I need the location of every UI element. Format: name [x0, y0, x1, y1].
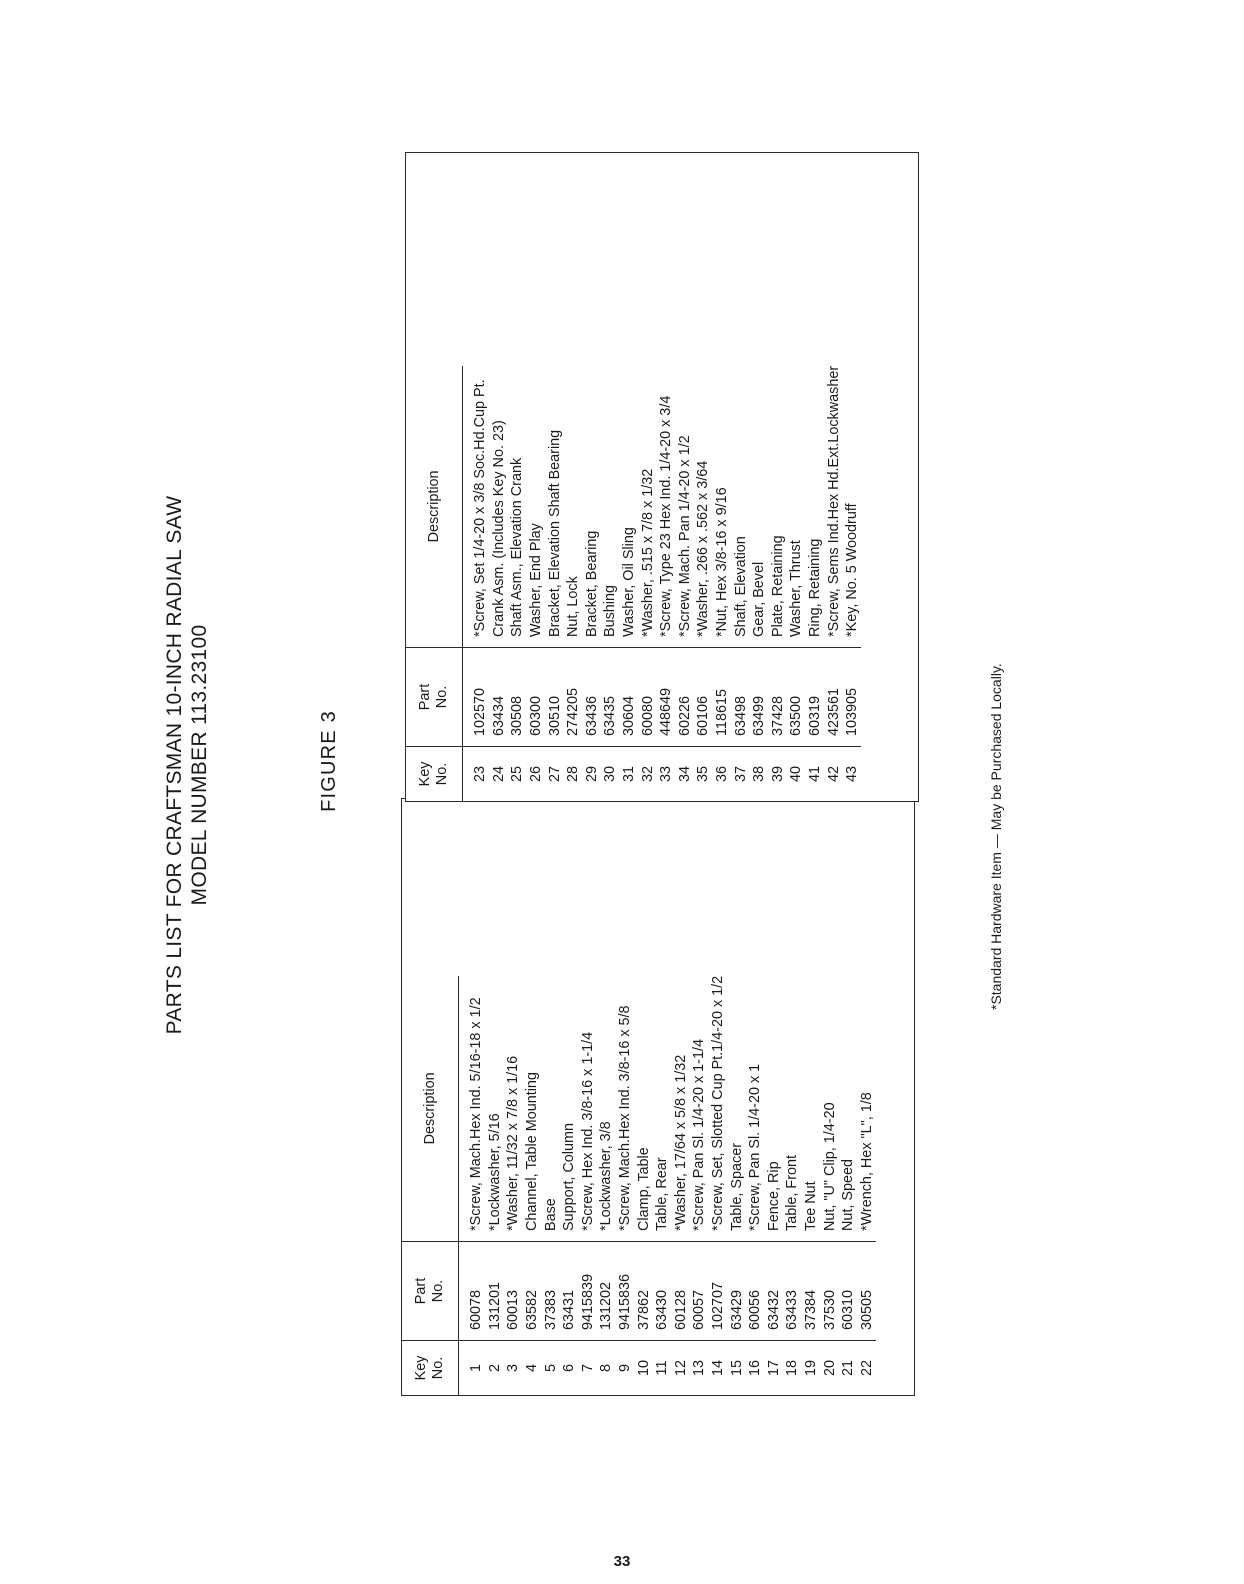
title-line-1: PARTS LIST FOR CRAFTSMAN 10-INCH RADIAL SAW — [163, 495, 186, 1035]
part-no-cell: 63500 — [787, 648, 806, 747]
table-row — [523, 976, 542, 1395]
table-row — [459, 976, 486, 1395]
key-no-cell: 26 — [527, 747, 546, 802]
part-no-cell: 131202 — [597, 1242, 616, 1341]
table-row — [769, 366, 788, 801]
description-cell: *Screw, Sems Ind.Hex Hd.Ext.Lockwasher — [825, 365, 842, 637]
key-no-header: Key No. — [402, 1341, 459, 1396]
part-no-cell: 103905 — [843, 648, 862, 747]
table-row — [843, 366, 862, 801]
part-no-cell: 102570 — [463, 648, 490, 747]
description-cell: Plate, Retaining — [769, 535, 786, 637]
part-no-cell: 60106 — [694, 648, 713, 747]
description-cell: *Washer, 11/32 x 7/8 x 1/16 — [505, 1055, 522, 1231]
table-row — [504, 976, 523, 1395]
table-row — [824, 366, 843, 801]
part-no-cell: 30508 — [508, 648, 527, 747]
key-no-cell: 1 — [459, 1341, 486, 1396]
table-header-row — [402, 976, 459, 1395]
description-cell: *Screw, Type 23 Hex Ind. 1/4-20 x 3/4 — [658, 395, 675, 637]
description-cell: Washer, Oil Sling — [621, 527, 638, 637]
key-no-cell: 7 — [579, 1341, 598, 1396]
description-cell: Base — [542, 1198, 559, 1231]
part-no-cell: 30510 — [545, 648, 564, 747]
part-no-cell: 63435 — [601, 648, 620, 747]
part-no-cell: 63434 — [490, 648, 509, 747]
part-no-cell: 63436 — [583, 648, 602, 747]
table-row — [508, 366, 527, 801]
table-row — [634, 976, 653, 1395]
part-no-cell: 60056 — [746, 1242, 765, 1341]
table-row — [601, 366, 620, 801]
table-row — [694, 366, 713, 801]
key-no-cell: 30 — [601, 747, 620, 802]
key-no-cell: 25 — [508, 747, 527, 802]
key-no-cell: 42 — [824, 747, 843, 802]
parts-table-left — [401, 798, 915, 1396]
part-no-cell: 60057 — [690, 1242, 709, 1341]
part-no-cell: 60013 — [504, 1242, 523, 1341]
part-no-cell: 118615 — [713, 648, 732, 747]
part-no-cell: 37862 — [634, 1242, 653, 1341]
description-cell: *Wrench, Hex "L", 1/8 — [858, 1092, 875, 1231]
description-cell: *Screw, Pan Sl. 1/4-20 x 1 — [747, 1063, 764, 1231]
description-cell: Table, Spacer — [728, 1143, 745, 1231]
part-no-cell: 63432 — [765, 1242, 784, 1341]
part-no-cell: 37384 — [802, 1242, 821, 1341]
table-row — [750, 366, 769, 801]
table-row — [746, 976, 765, 1395]
table-row — [802, 976, 821, 1395]
description-cell: Nut, "U" Clip, 1/4-20 — [821, 1102, 838, 1231]
description-cell: Clamp, Table — [635, 1147, 652, 1231]
table-row — [713, 366, 732, 801]
table-row — [486, 976, 505, 1395]
key-no-cell: 16 — [746, 1341, 765, 1396]
description-cell: Shaft Asm., Elevation Crank — [509, 457, 526, 637]
key-no-cell: 12 — [672, 1341, 691, 1396]
description-header: Description — [406, 366, 463, 648]
table-header-row — [406, 366, 463, 801]
table-row — [560, 976, 579, 1395]
table-row — [676, 366, 695, 801]
description-cell: Crank Asm. (Includes Key No. 23) — [490, 420, 507, 637]
table-row — [709, 976, 728, 1395]
table-row — [463, 366, 490, 801]
table-row — [579, 976, 598, 1395]
key-no-cell: 36 — [713, 747, 732, 802]
key-no-cell: 19 — [802, 1341, 821, 1396]
part-no-header: Part No. — [402, 1242, 459, 1341]
description-cell: *Screw, Set 1/4-20 x 3/8 Soc.Hd.Cup Pt. — [472, 379, 489, 637]
key-no-cell: 15 — [727, 1341, 746, 1396]
key-no-cell: 9 — [616, 1341, 635, 1396]
title-line-2: MODEL NUMBER 113.23100 — [188, 624, 211, 906]
table-row — [564, 366, 583, 801]
part-no-cell: 274205 — [564, 648, 583, 747]
key-no-cell: 4 — [523, 1341, 542, 1396]
key-no-cell: 11 — [653, 1341, 672, 1396]
table-row — [820, 976, 839, 1395]
table-row — [857, 976, 876, 1395]
key-no-cell: 8 — [597, 1341, 616, 1396]
footnote: *Standard Hardware Item — May be Purchased Locally. — [988, 663, 1004, 1010]
description-cell: *Screw, Mach. Pan 1/4-20 x 1/2 — [676, 435, 693, 637]
key-no-cell: 27 — [545, 747, 564, 802]
table-row — [653, 976, 672, 1395]
part-no-cell: 9415836 — [616, 1242, 635, 1341]
table-row — [541, 976, 560, 1395]
description-header: Description — [402, 976, 459, 1242]
key-no-cell: 6 — [560, 1341, 579, 1396]
table-row — [806, 366, 825, 801]
part-no-cell: 30505 — [857, 1242, 876, 1341]
part-no-cell: 60128 — [672, 1242, 691, 1341]
part-no-cell: 423561 — [824, 648, 843, 747]
part-no-cell: 63498 — [731, 648, 750, 747]
key-no-cell: 43 — [843, 747, 862, 802]
key-no-cell: 18 — [783, 1341, 802, 1396]
part-no-cell: 63582 — [523, 1242, 542, 1341]
part-no-cell: 131201 — [486, 1242, 505, 1341]
description-cell: Bracket, Elevation Shaft Bearing — [546, 429, 563, 637]
key-no-cell: 37 — [731, 747, 750, 802]
part-no-cell: 60080 — [638, 648, 657, 747]
table-row — [690, 976, 709, 1395]
description-cell: *Washer, .266 x .562 x 3/64 — [695, 460, 712, 637]
table-row — [620, 366, 639, 801]
key-no-cell: 17 — [765, 1341, 784, 1396]
description-cell: Nut, Speed — [840, 1158, 857, 1231]
part-no-cell: 60310 — [839, 1242, 858, 1341]
part-no-cell: 37428 — [769, 648, 788, 747]
key-no-cell: 3 — [504, 1341, 523, 1396]
part-no-cell: 37530 — [820, 1242, 839, 1341]
key-no-cell: 34 — [676, 747, 695, 802]
description-cell: *Screw, Pan Sl. 1/4-20 x 1-1/4 — [691, 1039, 708, 1231]
description-cell: Washer, Thrust — [788, 540, 805, 637]
key-no-cell: 31 — [620, 747, 639, 802]
description-cell: Bushing — [602, 584, 619, 637]
key-no-cell: 2 — [486, 1341, 505, 1396]
description-cell: Fence, Rip — [765, 1161, 782, 1231]
part-no-header: Part No. — [406, 648, 463, 747]
table-row — [638, 366, 657, 801]
table-row — [787, 366, 806, 801]
description-cell: *Lockwasher, 3/8 — [598, 1121, 615, 1231]
description-cell: Tee Nut — [802, 1181, 819, 1231]
part-no-cell: 63499 — [750, 648, 769, 747]
key-no-cell: 32 — [638, 747, 657, 802]
key-no-cell: 22 — [857, 1341, 876, 1396]
key-no-header: Key No. — [406, 747, 463, 802]
description-cell: Gear, Bevel — [751, 561, 768, 637]
description-cell: Shaft, Elevation — [732, 536, 749, 637]
key-no-cell: 13 — [690, 1341, 709, 1396]
part-no-cell: 60078 — [459, 1242, 486, 1341]
part-no-cell: 63429 — [727, 1242, 746, 1341]
part-no-cell: 448649 — [657, 648, 676, 747]
table-row — [583, 366, 602, 801]
figure-label: FIGURE 3 — [318, 710, 340, 812]
key-no-cell: 38 — [750, 747, 769, 802]
key-no-cell: 39 — [769, 747, 788, 802]
table-row — [545, 366, 564, 801]
description-cell: Channel, Table Mounting — [524, 1072, 541, 1231]
key-no-cell: 24 — [490, 747, 509, 802]
key-no-cell: 23 — [463, 747, 490, 802]
key-no-cell: 5 — [541, 1341, 560, 1396]
description-cell: *Washer, 17/64 x 5/8 x 1/32 — [672, 1054, 689, 1231]
table-row — [527, 366, 546, 801]
description-cell: Support, Column — [561, 1123, 578, 1231]
key-no-cell: 21 — [839, 1341, 858, 1396]
description-cell: Table, Rear — [654, 1157, 671, 1231]
table-row — [616, 976, 635, 1395]
part-no-cell: 63430 — [653, 1242, 672, 1341]
description-cell: *Nut, Hex 3/8-16 x 9/16 — [714, 487, 731, 637]
table-row — [672, 976, 691, 1395]
description-cell: *Screw, Hex Ind. 3/8-16 x 1-1/4 — [579, 1031, 596, 1231]
description-cell: *Screw, Mach.Hex Ind. 3/8-16 x 5/8 — [617, 1005, 634, 1231]
description-cell: *Lockwasher, 5/16 — [486, 1113, 503, 1231]
parts-table — [406, 366, 861, 801]
key-no-cell: 41 — [806, 747, 825, 802]
table-row — [597, 976, 616, 1395]
description-cell: *Screw, Set, Slotted Cup Pt.1/4-20 x 1/2 — [710, 975, 727, 1231]
part-no-cell: 63433 — [783, 1242, 802, 1341]
key-no-cell: 28 — [564, 747, 583, 802]
table-row — [727, 976, 746, 1395]
key-no-cell: 10 — [634, 1341, 653, 1396]
part-no-cell: 60300 — [527, 648, 546, 747]
description-cell: *Screw, Mach.Hex Ind. 5/16-18 x 1/2 — [468, 997, 485, 1231]
page-number: 33 — [613, 1553, 631, 1570]
page-title — [162, 485, 212, 1045]
table-row — [783, 976, 802, 1395]
part-no-cell: 60319 — [806, 648, 825, 747]
part-no-cell: 102707 — [709, 1242, 728, 1341]
key-no-cell: 14 — [709, 1341, 728, 1396]
description-cell: Table, Front — [784, 1155, 801, 1231]
part-no-cell: 30604 — [620, 648, 639, 747]
key-no-cell: 40 — [787, 747, 806, 802]
table-row — [657, 366, 676, 801]
parts-table — [402, 976, 876, 1395]
table-row — [490, 366, 509, 801]
parts-table-right — [405, 152, 919, 802]
description-cell: Bracket, Bearing — [583, 530, 600, 637]
description-cell: *Washer, .515 x 7/8 x 1/32 — [639, 468, 656, 637]
description-cell: *Key, No. 5 Woodruff — [844, 503, 861, 637]
description-cell: Washer, End Play — [528, 523, 545, 637]
part-no-cell: 37383 — [541, 1242, 560, 1341]
key-no-cell: 29 — [583, 747, 602, 802]
table-row — [765, 976, 784, 1395]
part-no-cell: 60226 — [676, 648, 695, 747]
part-no-cell: 63431 — [560, 1242, 579, 1341]
description-cell: Nut, Lock — [565, 576, 582, 637]
key-no-cell: 35 — [694, 747, 713, 802]
key-no-cell: 33 — [657, 747, 676, 802]
part-no-cell: 9415839 — [579, 1242, 598, 1341]
table-row — [731, 366, 750, 801]
table-row — [839, 976, 858, 1395]
description-cell: Ring, Retaining — [806, 538, 823, 637]
key-no-cell: 20 — [820, 1341, 839, 1396]
